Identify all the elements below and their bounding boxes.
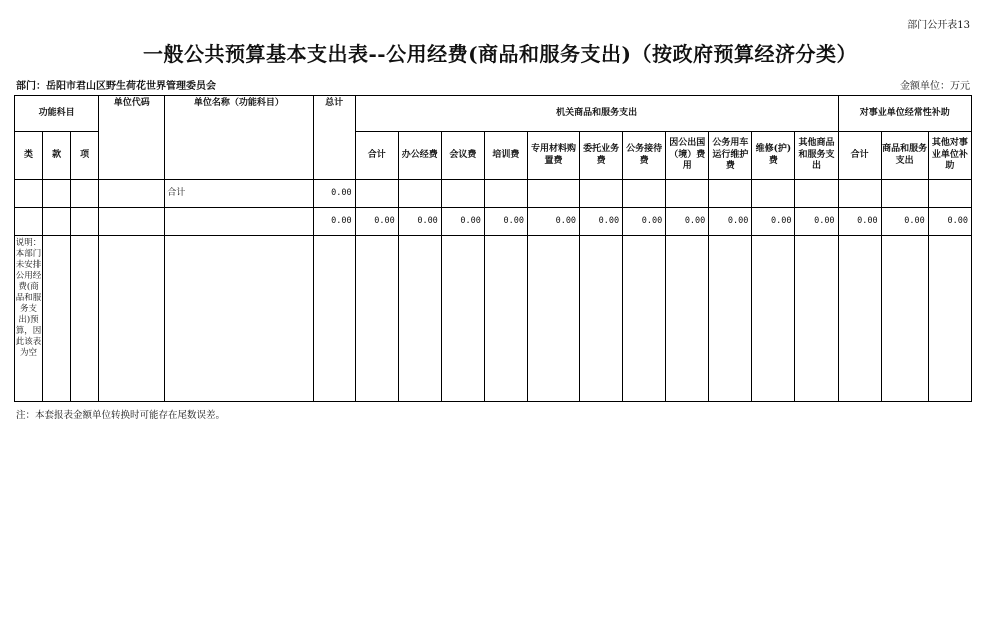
header-org-expenditure: 机关商品和服务支出: [355, 96, 838, 132]
row-total-amount: 0.00: [313, 180, 355, 208]
header-unit-code: 单位代码: [99, 96, 165, 180]
col-org-subtotal: 合计: [355, 132, 398, 180]
value-cell: 0.00: [355, 208, 398, 236]
value-cell: 0.00: [441, 208, 484, 236]
value-cell: 0.00: [838, 208, 881, 236]
value-cell: 0.00: [527, 208, 579, 236]
col-training-fee: 培训费: [484, 132, 527, 180]
amount-unit-label: 金额单位：万元: [900, 81, 970, 92]
form-number: 部门公开表13: [907, 20, 970, 31]
budget-table: [14, 95, 972, 402]
footnote: 注：本套报表金额单位转换时可能存在尾数误差。: [16, 410, 226, 421]
row-total-name: 合计: [165, 180, 313, 208]
table-row-values: [15, 208, 972, 236]
col-overseas-travel: 因公出国（境）费用: [666, 132, 709, 180]
header-public-institution-subsidy: 对事业单位经常性补助: [838, 96, 971, 132]
col-special-materials: 专用材料购置费: [527, 132, 579, 180]
col-repair-fee: 维修(护)费: [752, 132, 795, 180]
col-official-reception: 公务接待费: [623, 132, 666, 180]
value-cell: 0.00: [666, 208, 709, 236]
col-commissioned-services: 委托业务费: [580, 132, 623, 180]
table-row-note: [15, 236, 972, 402]
col-aid-goods-services: 商品和服务支出: [881, 132, 928, 180]
col-aid-subtotal: 合计: [838, 132, 881, 180]
header-kuan: 款: [43, 132, 71, 180]
value-cell: 0.00: [881, 208, 928, 236]
header-total: 总计: [313, 96, 355, 180]
note-text: 说明：本部门未安排公用经费(商品和服务支出)预算，因此该表为空: [15, 236, 43, 402]
value-cell: 0.00: [580, 208, 623, 236]
col-office-expense: 办公经费: [398, 132, 441, 180]
value-cell: 0.00: [398, 208, 441, 236]
col-meeting-fee: 会议费: [441, 132, 484, 180]
page-title: 一般公共预算基本支出表--公用经费(商品和服务支出)（按政府预算经济分类）: [142, 42, 858, 66]
value-cell: 0.00: [709, 208, 752, 236]
value-cell: 0.00: [623, 208, 666, 236]
col-aid-other-subsidy: 其他对事业单位补助: [928, 132, 971, 180]
value-cell: 0.00: [795, 208, 838, 236]
value-cell: 0.00: [928, 208, 971, 236]
row-values-total: 0.00: [313, 208, 355, 236]
header-lei: 类: [15, 132, 43, 180]
header-function-subject: 功能科目: [15, 96, 99, 132]
table-row-total: [15, 180, 972, 208]
col-other-goods-services: 其他商品和服务支出: [795, 132, 838, 180]
col-vehicle-maintenance: 公务用车运行维护费: [709, 132, 752, 180]
value-cell: 0.00: [752, 208, 795, 236]
value-cell: 0.00: [484, 208, 527, 236]
header-xiang: 项: [71, 132, 99, 180]
header-unit-name: 单位名称（功能科目）: [165, 96, 313, 180]
department-label: 部门：岳阳市君山区野生荷花世界管理委员会: [16, 81, 216, 92]
